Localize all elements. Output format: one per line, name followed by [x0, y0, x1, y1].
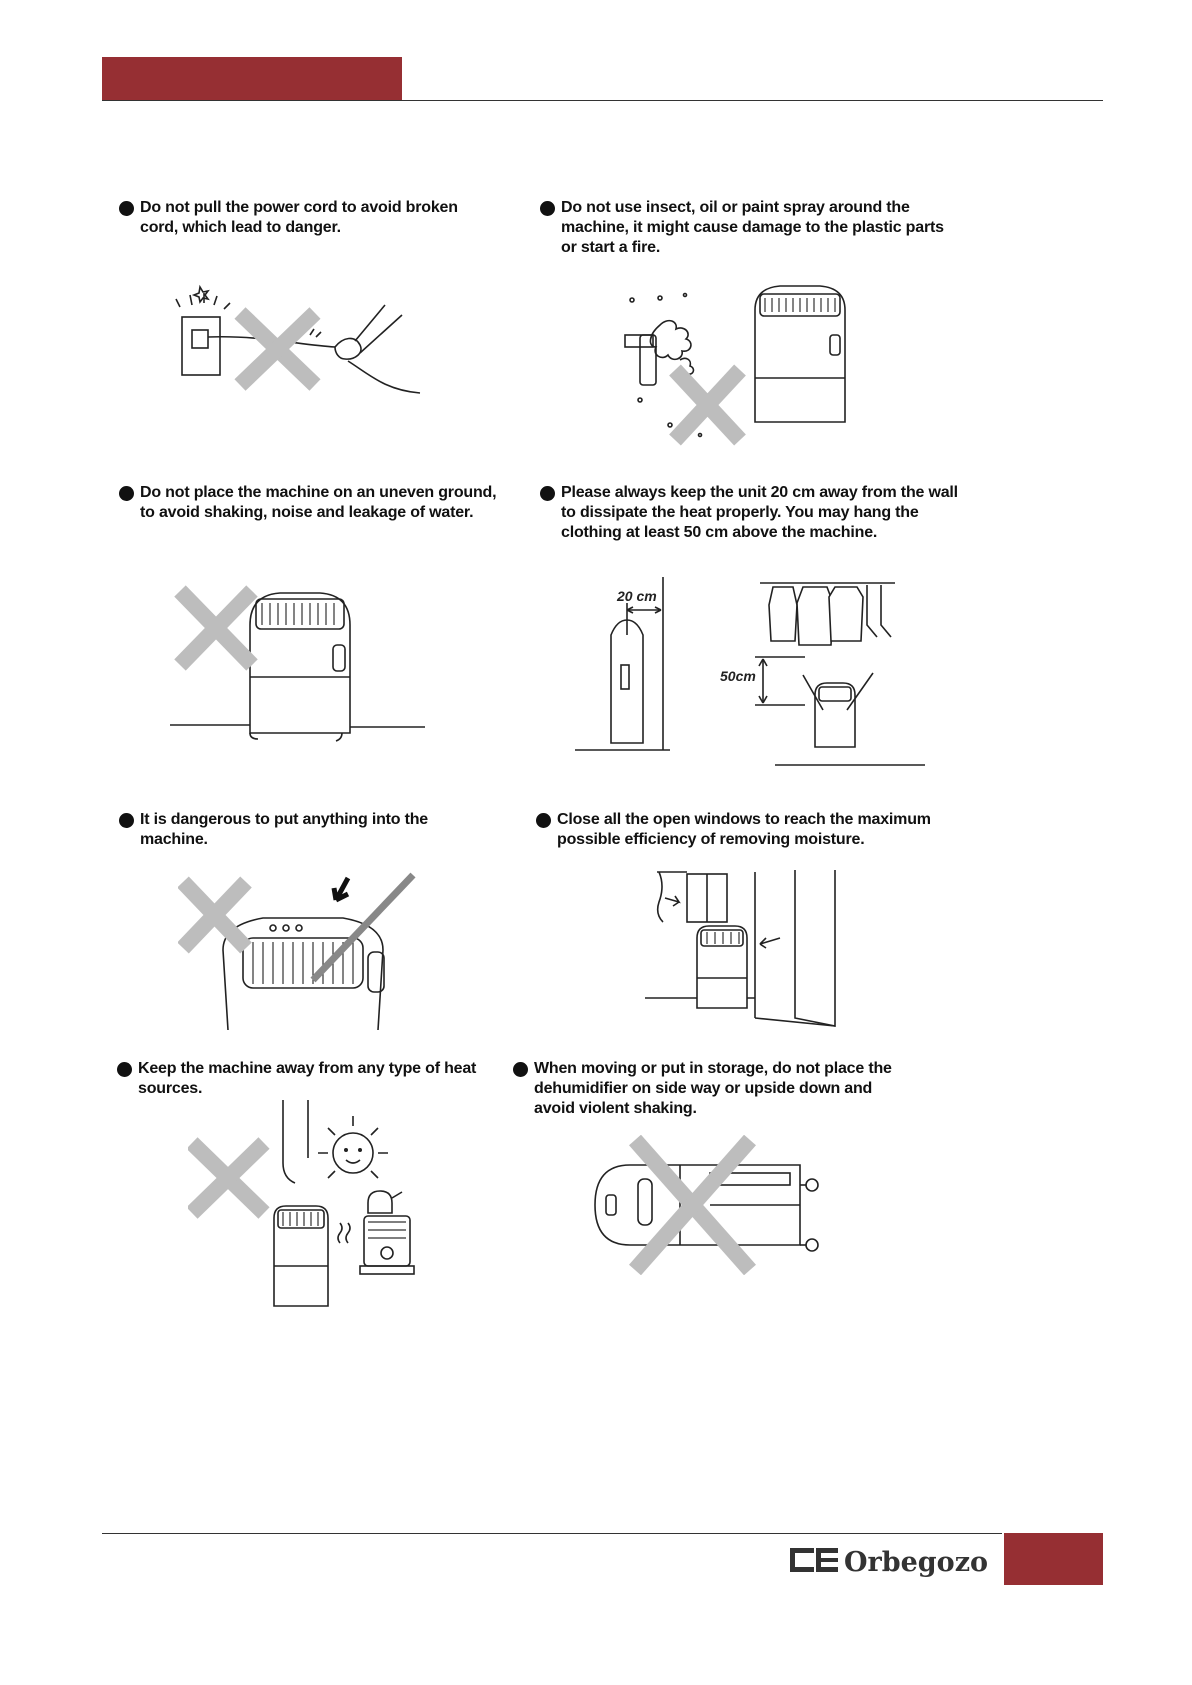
bullet-icon [540, 201, 555, 216]
header-rule [102, 100, 1103, 101]
brand-name: Orbegozo [844, 1547, 989, 1578]
bullet-icon [119, 813, 134, 828]
warning-item-spray: Do not use insect, oil or paint spray around the machine, it might cause damage to the plastic parts or start a fire. [540, 198, 960, 258]
figure-spray [620, 280, 860, 450]
figure-power-cord [170, 275, 430, 400]
footer-accent-box [1004, 1533, 1103, 1585]
brand-logo [790, 1540, 995, 1580]
header-accent-bar [102, 57, 402, 100]
bullet-icon [119, 486, 134, 501]
bullet-icon [117, 1062, 132, 1077]
warning-item-wall-clearance: Please always keep the unit 20 cm away from the wall to dissipate the heat properly. You may hang the clothing at least 50 cm above the machine. [540, 483, 970, 543]
warning-item-uneven-ground: Do not place the machine on an uneven ground, to avoid shaking, noise and leakage of water. [119, 483, 504, 523]
warning-item-heat-sources: Keep the machine away from any type of heat sources. [117, 1059, 497, 1099]
figure-uneven-ground [170, 585, 430, 755]
figure-storage [590, 1135, 830, 1275]
warning-item-close-windows: Close all the open windows to reach the maximum possible efficiency of removing moisture. [536, 810, 966, 850]
figure-wall-clearance [575, 575, 930, 770]
warning-item-storage: When moving or put in storage, do not place the dehumidifier on side way or upside down and avoid violent shaking. [513, 1059, 903, 1119]
warning-item-foreign-objects: It is dangerous to put anything into the machine. [119, 810, 479, 850]
figure-foreign-objects [178, 870, 438, 1030]
footer-rule [102, 1533, 1002, 1534]
bullet-icon [536, 813, 551, 828]
wall-gap-label: 20 cm [617, 588, 657, 604]
figure-heat-sources [188, 1098, 438, 1313]
warning-item-power-cord: Do not pull the power cord to avoid broken cord, which lead to danger. [119, 198, 489, 238]
bullet-icon [119, 201, 134, 216]
bullet-icon [513, 1062, 528, 1077]
bullet-icon [540, 486, 555, 501]
figure-close-windows [645, 868, 845, 1028]
clothing-height-label: 50cm [720, 668, 756, 684]
